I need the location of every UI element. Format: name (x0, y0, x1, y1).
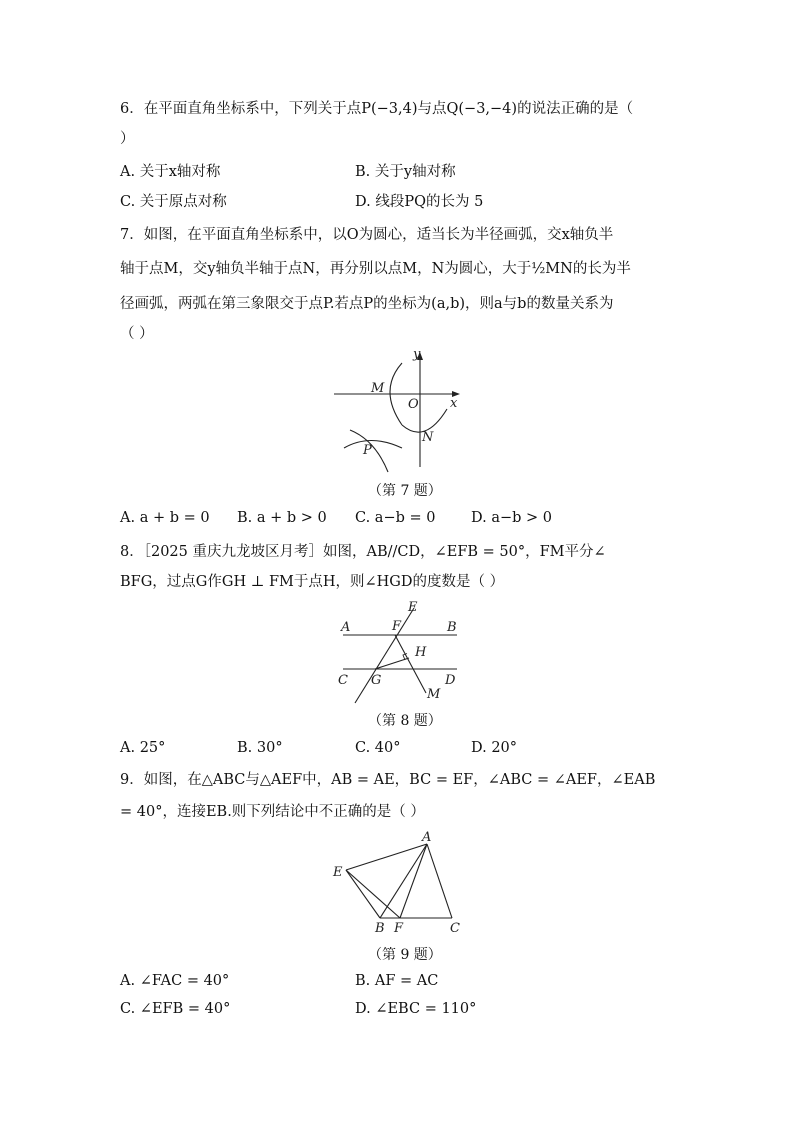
q9-stem-line1: 9．如图，在△ABC与△AEF中，AB = AE，BC = EF，∠ABC = ∠AEF，∠EAB (120, 772, 656, 788)
q8-label-d: D (445, 673, 456, 688)
q8-option-c: C. 40° (355, 740, 401, 756)
q8-label-e: E (408, 600, 418, 615)
q8-option-a: A. 25° (120, 740, 166, 756)
q8-label-m: M (427, 687, 441, 702)
q8-label-a: A (341, 620, 351, 635)
q8-figure (335, 598, 465, 703)
q7-stem-line4: （ ） (120, 326, 154, 342)
q8-option-b: B. 30° (237, 740, 283, 756)
q8-stem-line2: BFG，过点G作GH ⊥ FM于点H，则∠HGD的度数是（ ） (120, 574, 505, 590)
q9-label-c: C (450, 921, 460, 936)
q9-label-b: B (375, 921, 385, 936)
q8-caption: （第 8 题） (368, 713, 442, 729)
q7-option-d: D. a−b > 0 (471, 510, 552, 526)
q7-label-n: N (422, 430, 434, 445)
q8-option-d: D. 20° (471, 740, 518, 756)
q8-label-c: C (338, 673, 348, 688)
q6-option-c: C. 关于原点对称 (120, 194, 227, 210)
q9-figure (330, 826, 470, 938)
q6-option-b: B. 关于y轴对称 (355, 164, 456, 180)
q9-label-e: E (333, 865, 343, 880)
q9-label-f: F (394, 921, 404, 936)
q9-option-c: C. ∠EFB = 40° (120, 1001, 231, 1017)
q8-label-f: F (392, 619, 402, 634)
q7-label-o: O (408, 397, 419, 412)
q9-label-a: A (422, 830, 432, 845)
q7-figure (330, 345, 470, 475)
q7-label-m: M (371, 381, 385, 396)
q6-option-d: D. 线段PQ的长为 5 (355, 194, 484, 210)
q9-caption: （第 9 题） (368, 947, 442, 963)
q6-option-a: A. 关于x轴对称 (120, 164, 221, 180)
q8-stem-line1: 8．［2025 重庆九龙坡区月考］如图，AB//CD，∠EFB = 50°，FM平分∠ (120, 544, 606, 560)
q6-stem-line2: ） (120, 131, 135, 147)
q7-option-a: A. a + b = 0 (120, 510, 210, 526)
q6-stem-line1: 6．在平面直角坐标系中，下列关于点P(−3,4)与点Q(−3,−4)的说法正确的是（ (120, 101, 634, 117)
q9-stem-line2: = 40°，连接EB.则下列结论中不正确的是（ ） (120, 804, 425, 820)
q7-label-x: x (450, 396, 458, 411)
q7-option-b: B. a + b > 0 (237, 510, 327, 526)
q8-label-h: H (415, 645, 427, 660)
q9-option-b: B. AF = AC (355, 973, 439, 989)
q9-option-d: D. ∠EBC = 110° (355, 1001, 477, 1017)
q8-label-g: G (371, 673, 382, 688)
q7-label-p: P (363, 443, 372, 458)
q7-caption: （第 7 题） (368, 483, 442, 499)
q7-stem-line1: 7．如图，在平面直角坐标系中，以O为圆心，适当长为半径画弧，交x轴负半 (120, 227, 614, 243)
q8-label-b: B (447, 620, 457, 635)
q7-option-c: C. a−b = 0 (355, 510, 436, 526)
q9-option-a: A. ∠FAC = 40° (120, 973, 230, 989)
q7-label-y: y (413, 347, 421, 362)
q7-stem-line2: 轴于点M，交y轴负半轴于点N，再分别以点M，N为圆心，大于½MN的长为半 (120, 261, 631, 277)
q7-stem-line3: 径画弧，两弧在第三象限交于点P.若点P的坐标为(a,b)，则a与b的数量关系为 (120, 296, 614, 312)
